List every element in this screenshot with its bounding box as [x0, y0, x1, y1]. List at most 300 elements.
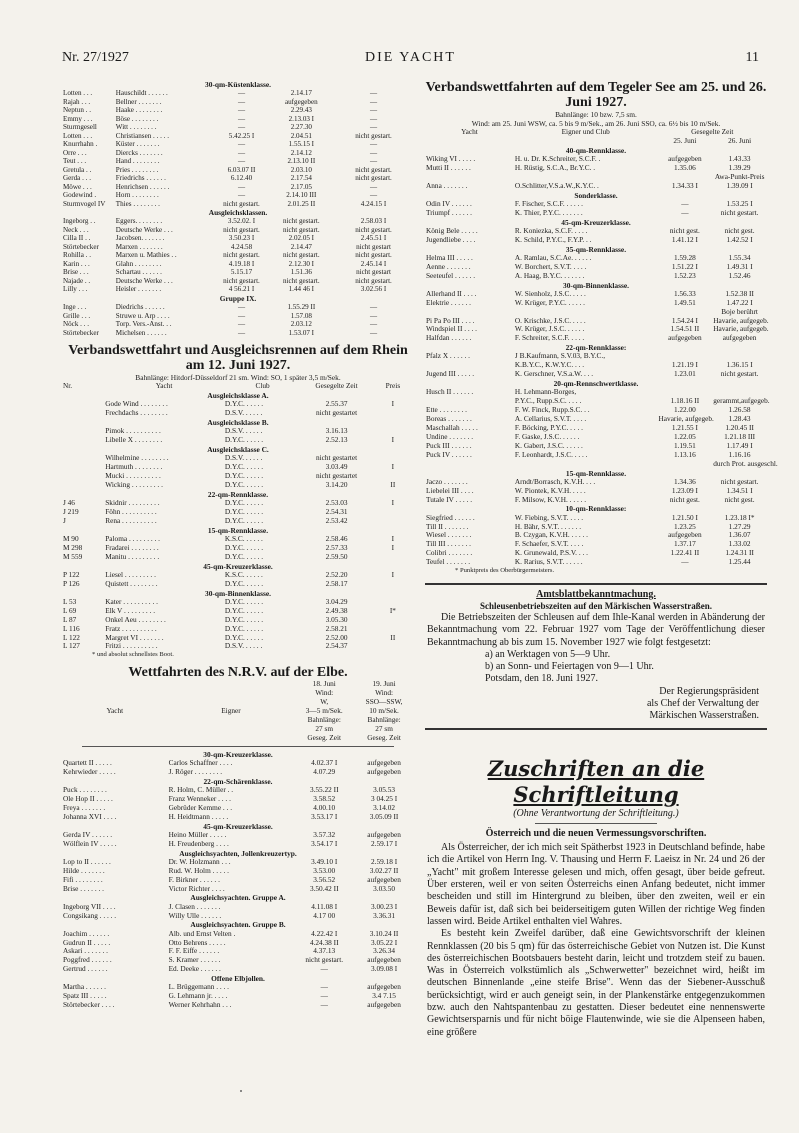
class-heading: 45-qm-Kreuzerklasse.	[203, 561, 273, 571]
table-cell: D.Y.C. . . . . .	[224, 605, 264, 615]
class-heading: 40-qm-Rennklasse.	[565, 145, 627, 155]
table-cell: 1.36.15 I	[726, 360, 753, 370]
table-cell: 4.37.13	[313, 946, 336, 956]
table-cell: 1.23.09 I	[671, 485, 698, 495]
table-cell: Dr. W. Holzmann . . .	[168, 856, 231, 866]
table-cell	[658, 460, 713, 469]
table-cell: nicht gestart.	[305, 955, 344, 965]
table-row	[425, 236, 767, 245]
table-cell	[168, 689, 295, 698]
table-row	[425, 290, 767, 299]
results-table	[425, 200, 767, 218]
table-cell: Hand . . . . . . . .	[115, 157, 160, 166]
table-cell: —	[369, 140, 378, 149]
table-cell: 2.54.31	[325, 506, 348, 516]
table-cell: 1.47.22 I	[726, 297, 753, 307]
table-cell: Bahnlänge:	[307, 715, 341, 724]
table-cell: 4 56.21 I	[228, 285, 255, 294]
table-cell: D.Y.C. . . . . .	[224, 614, 264, 624]
table-row	[62, 115, 414, 124]
table-cell: Eigner und Club	[561, 127, 610, 136]
table-cell: 1.42.52 I	[726, 234, 753, 244]
table-cell: Puck IV . . . . . .	[426, 449, 472, 459]
table-row	[62, 725, 414, 734]
table-cell	[62, 463, 104, 472]
table-cell: Pimok . . . . . . . . . .	[105, 426, 161, 436]
footnote: * Punktpreis des Oberbürgermeisters.	[455, 567, 555, 575]
results-table	[62, 786, 414, 822]
table-cell: 1.26.58	[728, 405, 751, 415]
table-cell: Till II . . . . . . .	[426, 521, 469, 531]
table-cell: 1.51.36	[290, 268, 312, 277]
table-cell: L 122	[63, 632, 80, 642]
table-cell: F. W. Finck, Rupp.S.C. . .	[514, 405, 590, 415]
class-heading: Offene Elbjollen.	[211, 974, 265, 984]
table-cell: Askari . . . . . . .	[63, 946, 108, 956]
schedule-holidays: b) an Sonn- und Feiertagen von 9—1 Uhr.	[485, 661, 654, 673]
table-cell: 1.23.25	[673, 521, 696, 531]
table-row	[62, 876, 414, 885]
table-cell	[514, 460, 658, 469]
table-cell: 2.45.14 I	[360, 259, 387, 268]
table-cell: Böse . . . . . . . .	[115, 114, 159, 123]
table-cell: Franz Wenneker . . . .	[168, 793, 231, 803]
table-cell: Friedrichs . . . . . .	[115, 174, 166, 183]
table-cell: R. Koniezka, S.C.F. . . . .	[514, 225, 588, 235]
table-cell: aufgegeben	[668, 530, 702, 540]
table-cell: 4.24.58	[230, 242, 253, 251]
table-cell	[372, 517, 414, 526]
table-cell: Wilhelmine . . . . . . . .	[105, 453, 169, 463]
table-cell: 1.54.51 II	[670, 324, 700, 334]
table-cell: —	[237, 320, 246, 329]
table-row	[425, 361, 767, 370]
table-cell: Pfalz X . . . . . .	[426, 351, 470, 361]
table-cell: Maschallah . . . . .	[426, 422, 478, 432]
table-cell: 27 sm	[375, 723, 393, 733]
table-cell	[168, 734, 295, 743]
results-table	[62, 382, 414, 391]
table-cell: 1.34.51 I	[726, 485, 753, 495]
table-cell: F. Schreiter, S.C.F. . . . .	[514, 333, 585, 343]
table-cell: Jaczo . . . . . . .	[426, 476, 468, 486]
table-row	[62, 983, 414, 992]
table-cell: 1.49.51	[673, 297, 696, 307]
table-cell: SSO—SSW,	[365, 697, 403, 707]
section-title: Verbandswettfahrten auf dem Tegeler See am 25. und 26. Juni 1927.	[425, 80, 767, 110]
notice-subtitle: Schleusenbetriebszeiten auf den Märkischen Wasserstraßen.	[479, 601, 713, 612]
table-cell: 1.51.22 I	[671, 261, 698, 271]
table-cell: Störtebecker . . . .	[63, 1000, 115, 1010]
table-cell: Brise . . .	[63, 268, 89, 277]
table-cell: P.Y.C., Rupp.S.C. . . . .	[514, 396, 582, 406]
table-cell: 1.52.38 II	[725, 288, 754, 298]
table-cell: —	[369, 148, 378, 157]
table-cell: 2.54.37	[325, 641, 348, 651]
table-cell: 1.19.51	[673, 440, 696, 450]
table-cell: aufgegeben	[367, 766, 401, 776]
table-cell: J. Clasen . . . . . . .	[168, 901, 221, 911]
table-row	[62, 217, 414, 226]
table-cell: 3.14.02	[373, 802, 396, 812]
class-heading: 20-qm-Rennschwertklasse.	[553, 379, 639, 389]
table-cell: Küster . . . . . . .	[115, 140, 160, 149]
table-cell: O. Krischke, J.S.C. . . . .	[514, 315, 586, 325]
table-row	[62, 260, 414, 269]
table-cell: 3.53.00	[313, 865, 336, 875]
table-cell: nicht gestart.	[355, 174, 392, 183]
table-row	[425, 263, 767, 272]
table-cell: Onkel Aeu . . . . . . . .	[105, 614, 166, 624]
table-cell: 3.05.53	[373, 784, 396, 794]
table-cell: —	[369, 328, 378, 337]
table-cell: I	[391, 569, 395, 579]
table-row	[62, 436, 414, 445]
table-cell: 5.42.25 I	[228, 131, 255, 140]
table-row	[62, 965, 414, 974]
table-row	[425, 227, 767, 236]
table-cell: Boje berührt	[721, 306, 758, 316]
table-cell: gerammt,aufgegeb.	[713, 396, 770, 406]
table-cell: Hauschildt . . . . . .	[115, 89, 168, 98]
table-cell: 4.22.42 I	[311, 928, 338, 938]
table-cell: II	[390, 632, 396, 642]
class-heading: 22-qm-Rennklasse:	[565, 343, 627, 353]
class-heading: Ausgleichsklasse B.	[207, 418, 269, 428]
results-table	[62, 858, 414, 894]
table-cell: 1.44 46 I	[288, 285, 315, 294]
table-cell: Orre . . .	[63, 148, 87, 157]
table-cell: —	[320, 1000, 328, 1010]
table-cell: Glahn . . . . . . . .	[115, 259, 162, 268]
class-heading: 30-qm-Binnenklasse.	[205, 588, 271, 598]
table-cell: —	[369, 97, 378, 106]
magazine-title: DIE YACHT	[365, 50, 456, 65]
table-cell: Wiesel . . . . . . .	[426, 530, 472, 540]
table-cell: 3.05.30	[325, 614, 348, 624]
table-row	[62, 303, 414, 312]
table-cell	[168, 680, 295, 689]
table-cell: nicht gest.	[724, 494, 755, 504]
table-cell: Havarie, aufgegeb.	[658, 414, 714, 424]
table-cell: L 53	[63, 596, 77, 606]
table-cell: Diercks . . . . . . .	[115, 148, 163, 157]
table-cell: —	[237, 328, 246, 337]
notice-box	[425, 583, 767, 730]
table-cell: Thies . . . . . . . .	[115, 199, 160, 208]
table-cell: D.Y.C. . . . . .	[224, 506, 264, 516]
table-row	[425, 478, 767, 487]
table-cell: K. Gerschner, V.S.a.W. . . .	[514, 369, 594, 379]
table-cell: Spatz III . . . . .	[63, 991, 107, 1001]
table-row	[62, 98, 414, 107]
table-cell: Yacht	[106, 706, 124, 716]
class-heading: 10-qm-Rennklasse:	[565, 504, 627, 514]
results-table	[62, 535, 414, 562]
table-cell: P 126	[63, 578, 80, 588]
table-cell: 3 04.25 I	[370, 793, 398, 803]
table-cell: H. Bähr, S.V.T. . . . . . .	[514, 521, 582, 531]
results-table	[62, 89, 414, 208]
table-cell: —	[320, 991, 328, 1001]
table-cell: Najade . .	[63, 276, 91, 285]
table-cell: Grille . . .	[63, 311, 91, 320]
table-row	[425, 370, 767, 379]
table-cell: Skidnir . . . . . . . . .	[105, 498, 160, 508]
table-cell: 2.12.30 I	[288, 259, 315, 268]
table-row	[62, 106, 414, 115]
results-table	[62, 303, 414, 337]
table-cell: O.Schlitter,V.S.a.W.,K.Y.C. .	[514, 180, 599, 190]
article-paragraph: Als Österreicher, der ich mich seit Spätherbst 1923 in Deutschland befinde, habe ich die Artikel von Herrn Ing. V. Thausing und Herrn F. Laeisz in Nr. 24 und 26 der „Yacht" mit großem Interesse gelesen und mich, offen gesagt, über beide gefreut. Über ersteren, weil er von seiten Österreichs einen Anfang bedeutet, nicht immer bescheiden und still im Hintergrund zu bleiben, über den zweiten, weil er ein Beweis dafür ist, daß sich bei beiderseitigem guten Willen der richtige Weg finden lassen wird. Beide Artikel enthalten viel Wahres.	[427, 842, 765, 927]
table-cell: nicht gestart.	[355, 165, 392, 174]
table-cell: W. Krüger, P.Y.C. . . . . .	[514, 297, 585, 307]
table-cell: Anna . . . . . . .	[426, 180, 468, 190]
table-cell: Eggers. . . . . . . .	[115, 217, 163, 226]
table-cell	[62, 734, 168, 743]
table-cell: Diedrichs . . . . . .	[115, 303, 165, 312]
table-cell: 2.17.05	[290, 182, 312, 191]
schedule-weekdays: a) an Werktagen von 5—9 Uhr.	[485, 648, 611, 660]
table-cell	[62, 680, 168, 689]
table-cell: aufgegeben	[722, 333, 757, 343]
table-row	[425, 531, 767, 540]
table-cell: I	[391, 542, 395, 552]
results-table	[62, 217, 414, 294]
table-cell: D.S.V. . . . . .	[224, 426, 263, 436]
table-cell: I	[391, 462, 395, 472]
table-cell: aufgegeben	[367, 1000, 401, 1010]
table-cell	[62, 409, 104, 418]
table-cell: P 122	[63, 569, 80, 579]
table-cell: 1.39.29	[728, 162, 751, 172]
table-cell: Ette . . . . . . . .	[426, 405, 467, 415]
table-cell: nicht gestartet	[315, 471, 358, 481]
table-cell: 19. Juni	[372, 679, 396, 689]
table-cell: 2.53.42	[325, 515, 348, 525]
table-cell: 1.59.28	[673, 252, 696, 262]
table-cell: nicht gestart.	[720, 369, 759, 379]
table-cell: J 46	[63, 498, 75, 508]
class-heading: Ausgleichsyachten, Jollenkreuzertyp.	[179, 848, 297, 858]
table-cell: 2.58.03 I	[360, 217, 387, 226]
results-table	[62, 499, 414, 526]
table-cell: W,	[320, 697, 329, 707]
table-cell: L. Brüggemann . . . .	[168, 982, 229, 992]
table-cell: 27 sm	[315, 723, 334, 733]
table-cell: Witt . . . . . . . .	[115, 123, 157, 132]
table-cell: 2.27.30	[290, 123, 312, 132]
table-cell: Geseg. Zeit	[307, 732, 342, 742]
class-heading: Ausgleichsyachten. Gruppe A.	[190, 893, 286, 903]
table-cell: Fritzi . . . . . . . . . .	[105, 641, 158, 651]
table-cell: Haake . . . . . . . .	[115, 106, 163, 115]
table-cell: 1.17.49 I	[726, 440, 753, 450]
table-cell: Kater . . . . . . . . . .	[105, 596, 158, 606]
table-cell: 2.52.00	[325, 632, 348, 642]
table-cell: Undine . . . . . . .	[426, 431, 474, 441]
table-row	[62, 234, 414, 243]
table-cell: 4.02.37 I	[311, 757, 338, 767]
table-cell: 2.55.37	[325, 399, 348, 409]
table-cell: Emmy . . .	[63, 114, 93, 123]
table-cell: Wiking VI . . . . .	[426, 154, 476, 164]
table-cell: Martha . . . . . .	[63, 982, 106, 992]
results-table	[62, 571, 414, 589]
table-cell: Yacht	[155, 381, 173, 391]
table-cell: nicht gest.	[724, 225, 755, 235]
table-cell	[62, 472, 104, 481]
table-row	[62, 885, 414, 894]
table-row	[62, 517, 414, 526]
table-row	[425, 352, 767, 361]
table-row	[425, 487, 767, 496]
table-cell: Pries . . . . . . . .	[115, 165, 159, 174]
table-cell: 18. Juni	[312, 679, 336, 689]
table-cell: Gesegelte Zeit	[315, 381, 358, 391]
table-cell: 4.17 00	[313, 910, 336, 920]
table-cell: 2.04.51	[290, 131, 312, 140]
table-cell: Fradarei . . . . . . . .	[105, 542, 159, 552]
table-cell: H. u. Dr. K.Schreiter, S.C.F. .	[514, 154, 601, 164]
table-cell: nicht gest.	[669, 494, 700, 504]
table-cell: 1.52.23	[673, 270, 696, 280]
table-cell: Siegfried . . . . . .	[426, 512, 475, 522]
class-heading: Ausgleichsklasse A.	[207, 391, 269, 401]
table-cell: B. Czygan, K.V.H. . . . . .	[514, 530, 588, 540]
results-table	[62, 831, 414, 849]
table-cell: Gudrun II . . . . .	[63, 937, 111, 947]
table-row	[62, 191, 414, 200]
table-cell: Victor Richter . . . .	[168, 883, 225, 893]
table-cell: —	[369, 182, 378, 191]
table-cell: D.Y.C. . . . . .	[224, 542, 264, 552]
table-cell: W. Krüger, J.S.C. . . . . .	[514, 324, 585, 334]
section-subtitle: Wind: am 25. Juni WSW, ca. 5 bis 9 m/Sek., am 26. Juni SSO, ca. 6½ bis 10 m/Sek.	[471, 119, 721, 128]
table-cell: J. Röger . . . . . . . .	[168, 766, 223, 776]
table-cell: Inge . . .	[63, 303, 87, 312]
results-table	[62, 454, 414, 490]
table-cell: 1.34.36	[673, 476, 696, 486]
table-cell: Brise . . . . . . .	[63, 883, 104, 893]
table-cell: Gretula . .	[63, 165, 92, 174]
class-heading: 45-qm-Kreuzerklasse.	[561, 217, 631, 227]
table-cell: R. Holm, C. Müller . .	[168, 784, 234, 794]
table-cell: —	[237, 114, 246, 123]
class-heading: 22-qm-Rennklasse.	[207, 489, 269, 499]
table-row	[62, 312, 414, 321]
results-table	[425, 514, 767, 567]
table-cell: Gode Wind . . . . . . . .	[105, 399, 168, 409]
table-cell: nicht gestart.	[355, 251, 392, 260]
table-cell: 1.34.33 I	[671, 180, 698, 190]
table-cell: Godewind .	[63, 191, 97, 200]
table-cell: 2.14.12	[290, 148, 312, 157]
table-cell: L 127	[63, 641, 80, 651]
table-cell: 1.52.46	[728, 270, 751, 280]
table-cell: Lilly . . .	[63, 285, 88, 294]
table-cell: Arndt/Borrasch, K.V.H. . . .	[514, 476, 596, 486]
table-cell: 6.03.07 II	[227, 165, 256, 174]
table-cell: 3.03.50	[373, 883, 396, 893]
class-heading: 30-qm-Binnenklasse.	[563, 280, 629, 290]
table-cell: Rud. W. Holm . . . . .	[168, 865, 230, 875]
table-row	[62, 481, 414, 490]
results-table	[62, 759, 414, 777]
table-cell	[372, 580, 414, 589]
table-cell: F. F. Eiffe . . . . . .	[168, 946, 220, 956]
table-cell: Heisler . . . . . . .	[115, 285, 162, 294]
section-subtitle: (Ohne Verantwortung der Schriftleitung.)	[513, 808, 679, 820]
table-row	[425, 558, 767, 567]
table-cell: Jacobsen. . . . . . .	[115, 234, 165, 243]
table-cell: 2.59.18 I	[370, 856, 398, 866]
table-cell: 2.58.46	[325, 534, 348, 543]
table-cell: —	[681, 557, 689, 567]
class-heading: Gruppe IX.	[219, 293, 257, 303]
table-cell: durch Prot. ausgeschl.	[713, 458, 778, 468]
table-cell: Hilde . . . . . . .	[63, 865, 105, 875]
table-cell: Rena . . . . . . . . . .	[105, 515, 157, 525]
table-cell: 3.09.08 I	[370, 964, 398, 974]
table-row	[62, 174, 414, 183]
table-cell: J 219	[63, 506, 79, 516]
table-cell: Gebrüder Kemme . . .	[168, 802, 233, 812]
table-cell	[168, 716, 295, 725]
table-cell: nicht gestart.	[355, 225, 392, 234]
table-cell: 1.55.15 I	[288, 140, 315, 149]
table-cell: 1.22.41 II	[670, 548, 700, 558]
table-row	[62, 867, 414, 876]
table-cell	[372, 409, 414, 418]
table-cell: 2.52.13	[325, 435, 348, 445]
table-cell	[62, 427, 104, 436]
table-cell: Wind:	[375, 688, 394, 698]
table-cell: II	[390, 479, 396, 489]
table-cell: F. Birkner . . . . . .	[168, 874, 220, 884]
table-cell: F. Fischer, S.C.F. . . . . .	[514, 198, 583, 208]
table-cell: 1.23.01	[673, 369, 696, 379]
section-title: Wettfahrten des N.R.V. auf der Elbe.	[128, 665, 348, 681]
table-cell: Quistett . . . . . . . .	[105, 578, 158, 588]
table-cell: Nr.	[63, 381, 73, 391]
footnote: * und absolut schnellstes Boot.	[92, 651, 174, 659]
table-cell: J B.Kaufmann, S.V.03, B.Y.C.,	[514, 351, 606, 361]
table-row	[425, 424, 767, 433]
table-row	[62, 243, 414, 252]
table-cell: 1.22.00	[673, 405, 696, 415]
table-cell: —	[369, 123, 378, 132]
table-cell: 2.58.17	[325, 578, 348, 588]
table-cell: Teufel . . . . . . .	[426, 557, 471, 567]
table-cell: Deutsche Werke . . .	[115, 225, 173, 234]
table-cell: nicht gestartet	[315, 453, 358, 463]
table-cell: 1.54.24 I	[671, 315, 698, 325]
table-row	[425, 137, 767, 146]
table-cell: 1.21.18 III	[724, 431, 756, 441]
table-cell: Libelle X . . . . . . . .	[105, 435, 163, 445]
table-cell: K. Thier, P.Y.C. . . . . . .	[514, 207, 583, 217]
table-row	[425, 254, 767, 263]
table-cell: Horn . . . . . . . .	[115, 191, 159, 200]
table-cell: Carlos Schaffner . . . .	[168, 757, 233, 767]
page-number: 11	[745, 50, 759, 65]
table-cell: 3.16.13	[325, 426, 348, 436]
table-cell: Odin IV . . . . . .	[426, 198, 472, 208]
article-paragraph: Es besteht kein Zweifel darüber, daß eine Gewichtsvorschrift der kleinen Rennklassen (20 bis 5 qm) für das österreichische Gebiet von Nutzen ist. Die Kunst des österreichischen Bootsbauers besteht darin, leicht und trotzdem steif zu bauen. Was in Österreich volkstümlich als „Schwerwetter" bezeichnet wird, heißt im deutschen Binnenlande „eine steife Brise". Wenn das der Siebener-Ausschuß berücksichtigt, wird er auch geneigt sein, in der Plankenstärke entgegenzukommen bzw. auch den Nahtspantenbau zu gestatten. Dieser bedeutet eine nennenswerte Gewichtsersparnis und für nicht böige Flautenwinde, wie sie die Alpenseen haben, eine größere	[427, 928, 765, 1038]
table-cell: Till III . . . . . . .	[426, 539, 471, 549]
table-row	[62, 992, 414, 1001]
